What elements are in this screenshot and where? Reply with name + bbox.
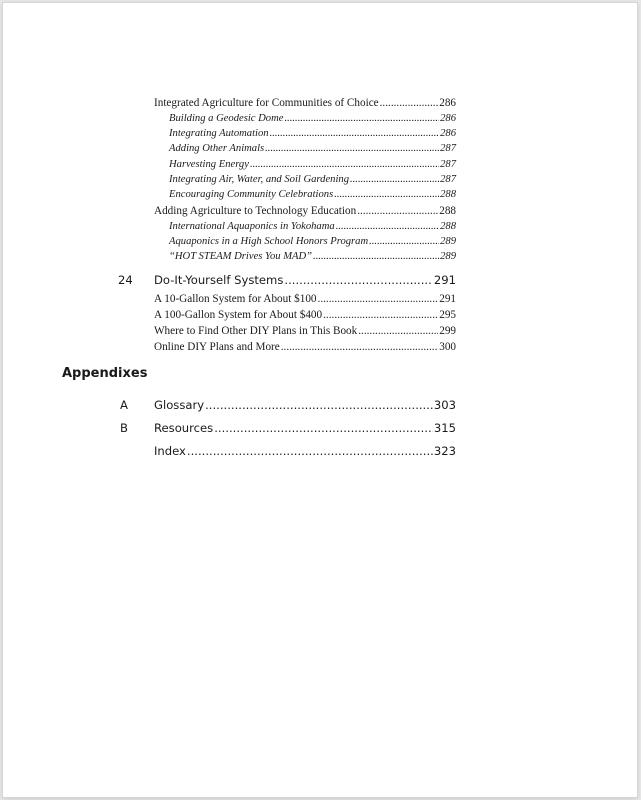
toc-entry: Where to Find Other DIY Plans in This Book ..... 299: [154, 325, 456, 337]
appendix-entry: Resources ..... 315: [154, 421, 456, 435]
index-entry: Index ..... 323: [154, 444, 456, 458]
toc-entry: Adding Agriculture to Technology Education ..... 288: [154, 205, 456, 217]
toc-subentry: Adding Other Animals ..... 287: [169, 143, 456, 154]
toc-subentry: Building a Geodesic Dome ..... 286: [169, 113, 456, 124]
chapter-number: 24: [118, 273, 133, 287]
appendix-entry: Glossary ..... 303: [154, 398, 456, 412]
chapter-title-entry: Do-It-Yourself Systems ..... 291: [154, 273, 456, 287]
toc-subentry: International Aquaponics in Yokohama ..... 288: [169, 221, 456, 232]
toc-subentry: Integrating Air, Water, and Soil Gardening ..... 287: [169, 174, 456, 185]
toc-entry: Integrated Agriculture for Communities of Choice ..... 286: [154, 97, 456, 109]
toc-subentry: Encouraging Community Celebrations ..... 288: [169, 189, 456, 200]
toc-subentry: Integrating Automation ..... 286: [169, 128, 456, 139]
appendix-letter: B: [120, 421, 128, 435]
appendixes-heading: Appendixes: [62, 366, 148, 381]
toc-entry: A 10-Gallon System for About $100 ..... 291: [154, 293, 456, 305]
toc-entry: Online DIY Plans and More ..... 300: [154, 341, 456, 353]
toc-subentry: Harvesting Energy ..... 287: [169, 159, 456, 170]
document-page: [3, 3, 637, 797]
toc-subentry: Aquaponics in a High School Honors Program ..... 289: [169, 236, 456, 247]
toc-entry: A 100-Gallon System for About $400 ..... 295: [154, 309, 456, 321]
appendix-letter: A: [120, 398, 128, 412]
toc-subentry: “HOT STEAM Drives You MAD” ..... 289: [169, 251, 456, 262]
